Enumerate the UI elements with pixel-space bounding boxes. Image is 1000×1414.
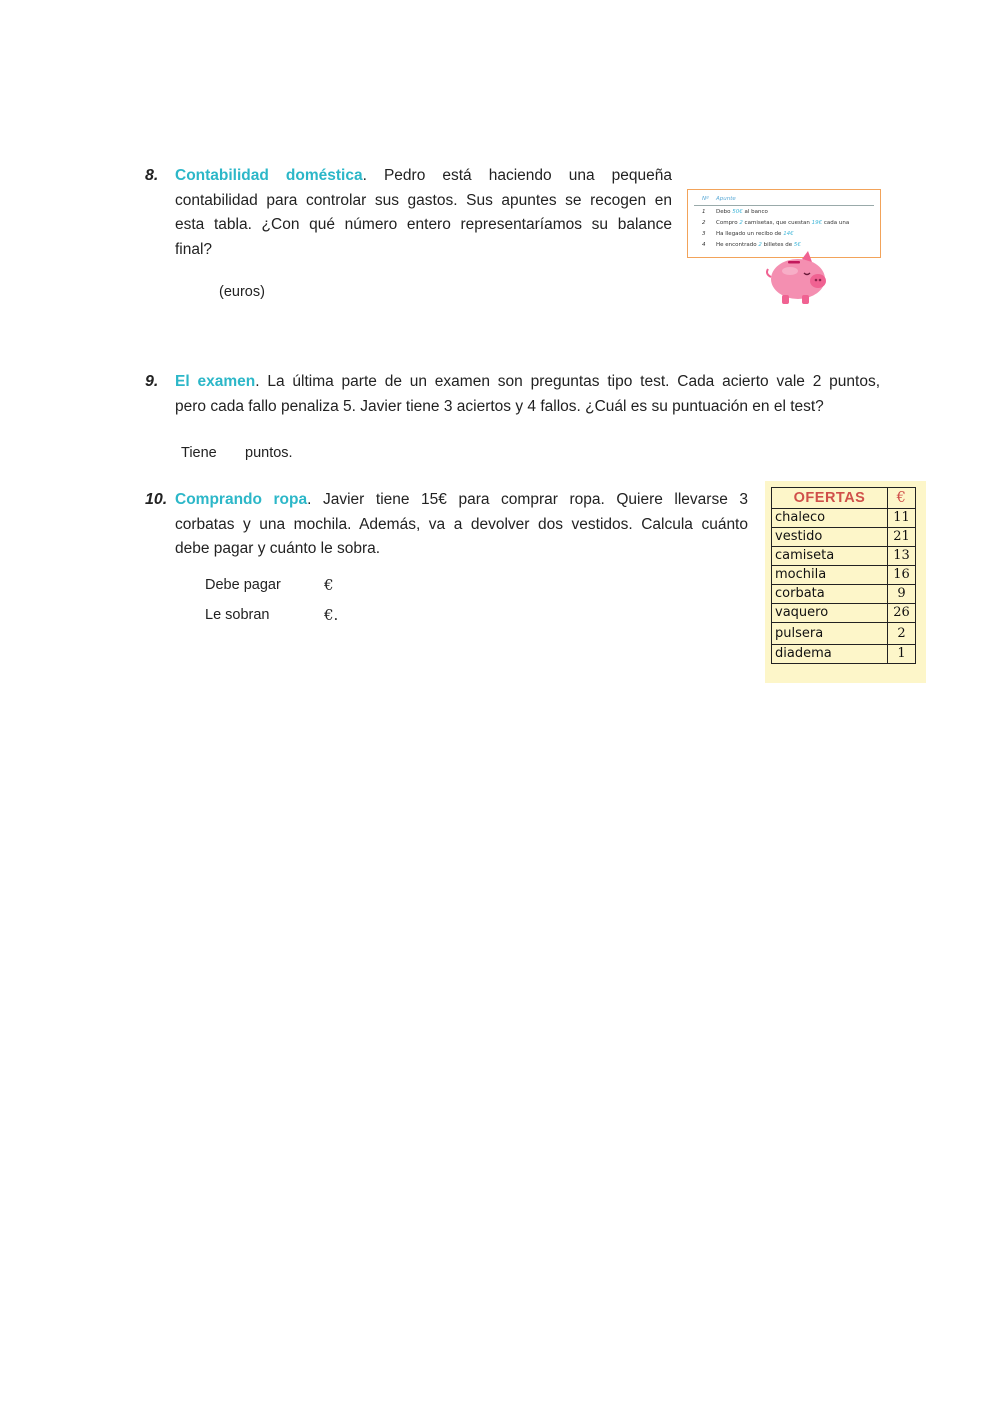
- question-10-left-unit: €.: [324, 606, 339, 624]
- offers-row: [772, 547, 916, 566]
- offers-table-panel: [765, 481, 926, 683]
- offer-item: corbata: [772, 585, 888, 604]
- offer-price: 16: [888, 566, 916, 585]
- offer-item: vaquero: [772, 604, 888, 623]
- question-8-line-3: esta tabla. ¿Con qué número entero representaríamos su balance: [175, 216, 672, 233]
- offer-price: 2: [888, 623, 916, 645]
- offers-row: [772, 604, 916, 623]
- notes-row-number: 3: [702, 231, 706, 237]
- notes-col-number: Nº: [702, 196, 709, 202]
- notes-row-text: He encontrado 2 billetes de 5€: [716, 242, 801, 248]
- question-9-answer-prefix: Tiene: [181, 445, 217, 461]
- question-9-line-1: . La última parte de un examen son preguntas tipo test. Cada acierto vale 2 puntos,: [255, 373, 880, 390]
- offer-item: camiseta: [772, 547, 888, 566]
- offer-price: 21: [888, 528, 916, 547]
- offer-item: vestido: [772, 528, 888, 547]
- question-10-text: [175, 488, 748, 562]
- piggy-bank-icon: [762, 247, 832, 307]
- offers-header: OFERTAS: [772, 488, 888, 509]
- offers-row: [772, 585, 916, 604]
- offer-item: pulsera: [772, 623, 888, 645]
- notes-row-number: 1: [702, 209, 706, 215]
- offers-table: [771, 487, 916, 664]
- question-10-left-label: Le sobran: [205, 607, 270, 623]
- offer-item: mochila: [772, 566, 888, 585]
- offer-price: 9: [888, 585, 916, 604]
- question-10-line-3: debe pagar y cuánto le sobra.: [175, 540, 381, 557]
- question-8-text: [175, 164, 672, 262]
- offer-item: diadema: [772, 645, 888, 664]
- offers-row: [772, 509, 916, 528]
- notes-row-number: 4: [702, 242, 706, 248]
- question-8-line-1: . Pedro está haciendo una pequeña: [362, 167, 672, 184]
- question-8-unit-label: (euros): [219, 284, 265, 300]
- question-9-text: [175, 370, 880, 419]
- question-8-line-4: final?: [175, 240, 213, 258]
- question-9-title: El examen: [175, 373, 256, 390]
- notes-col-entry: Apunte: [716, 196, 736, 202]
- question-8-title: Contabilidad doméstica: [175, 167, 363, 184]
- question-9-number: 9.: [145, 373, 159, 390]
- question-8-number: 8.: [145, 167, 159, 184]
- question-9-line-2: pero cada fallo penaliza 5. Javier tiene 3 aciertos y 4 fallos. ¿Cuál es su puntuación en el test?: [175, 397, 824, 415]
- offers-row: [772, 566, 916, 585]
- question-10-line-1: . Javier tiene 15€ para comprar ropa. Quiere llevarse 3: [307, 491, 748, 508]
- offer-price: 13: [888, 547, 916, 566]
- question-10-line-2: corbatas y una mochila. Además, va a devolver dos vestidos. Calcula cuánto: [175, 515, 748, 533]
- offer-price: 26: [888, 604, 916, 623]
- question-10-pay-unit: €: [324, 576, 334, 594]
- offers-currency-header: €: [888, 488, 916, 509]
- question-8-line-2: contabilidad para controlar sus gastos. Sus apuntes se recogen en: [175, 191, 672, 209]
- question-9-answer-suffix: puntos.: [245, 445, 293, 461]
- offer-item: chaleco: [772, 509, 888, 528]
- notes-row-text: Compro 2 camisetas, que cuestan 19€ cada una: [716, 220, 850, 226]
- offers-row: [772, 528, 916, 547]
- offer-price: 11: [888, 509, 916, 528]
- question-10-number: 10.: [145, 491, 168, 508]
- notes-row-number: 2: [702, 220, 706, 226]
- notes-row-text: Ha llegado un recibo de 14€: [716, 231, 794, 237]
- question-10-pay-label: Debe pagar: [205, 577, 281, 593]
- notes-header-rule: [694, 205, 874, 206]
- offer-price: 1: [888, 645, 916, 664]
- question-10-title: Comprando ropa: [175, 491, 308, 508]
- offers-header-row: [772, 488, 916, 509]
- offers-row: [772, 623, 916, 645]
- notes-row-text: Debo 50€ al banco: [716, 209, 768, 215]
- offers-row: [772, 645, 916, 664]
